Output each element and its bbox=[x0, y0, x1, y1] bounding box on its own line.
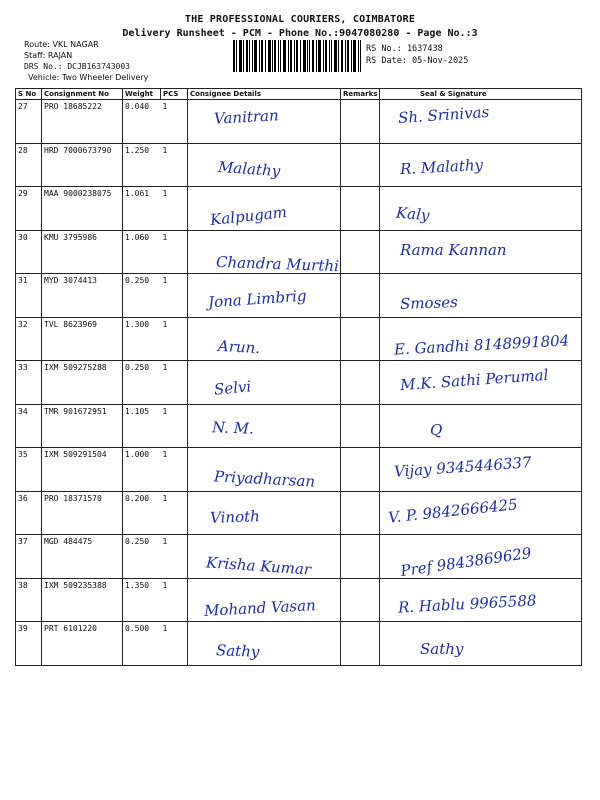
consignee-handwritten-signature: Vinoth bbox=[209, 506, 261, 527]
consignee-handwritten-signature: Vanitran bbox=[213, 106, 280, 128]
pcs-cell: 1 bbox=[161, 404, 188, 448]
pcs-cell: 1 bbox=[161, 143, 188, 187]
pcs-cell: 1 bbox=[161, 230, 188, 274]
consignee-handwritten-signature: Arun. bbox=[217, 336, 261, 357]
consignment-no-cell: IXM 509291504 bbox=[42, 448, 123, 492]
pcs-cell: 1 bbox=[161, 317, 188, 361]
table-row bbox=[16, 187, 582, 231]
remarks-cell bbox=[341, 230, 380, 274]
sno-cell: 27 bbox=[16, 100, 42, 144]
consignment-no-cell: MAA 9000238075 bbox=[42, 187, 123, 231]
consignee-cell bbox=[188, 187, 341, 231]
consignment-no-cell: MGD 484475 bbox=[42, 535, 123, 579]
rs-number: RS No.: 1637438 bbox=[366, 44, 443, 54]
weight-cell: 1.250 bbox=[123, 143, 161, 187]
table-body bbox=[16, 100, 582, 666]
remarks-cell bbox=[341, 535, 380, 579]
weight-cell: 0.040 bbox=[123, 100, 161, 144]
consignee-handwritten-signature: Priyadharsan bbox=[213, 467, 316, 491]
consignee-cell bbox=[188, 404, 341, 448]
weight-cell: 0.200 bbox=[123, 491, 161, 535]
sno-cell: 35 bbox=[16, 448, 42, 492]
consignee-cell bbox=[188, 100, 341, 144]
receiver-handwritten-signature: Kaly bbox=[395, 203, 431, 225]
consignment-no-cell: PRO 18685222 bbox=[42, 100, 123, 144]
staff-label: Staff: RAJAN bbox=[24, 51, 73, 60]
seal-signature-cell bbox=[380, 187, 582, 231]
table-row bbox=[16, 230, 582, 274]
seal-signature-cell bbox=[380, 578, 582, 622]
seal-signature-cell bbox=[380, 491, 582, 535]
receiver-handwritten-signature: V. P. 9842666425 bbox=[387, 494, 519, 527]
table-header-row bbox=[16, 89, 582, 100]
remarks-cell bbox=[341, 404, 380, 448]
seal-signature-cell bbox=[380, 361, 582, 405]
remarks-cell bbox=[341, 187, 380, 231]
weight-cell: 1.060 bbox=[123, 230, 161, 274]
consignment-no-cell: IXM 509275288 bbox=[42, 361, 123, 405]
seal-signature-cell bbox=[380, 230, 582, 274]
weight-cell: 1.105 bbox=[123, 404, 161, 448]
consignee-cell bbox=[188, 230, 341, 274]
pcs-cell: 1 bbox=[161, 187, 188, 231]
col-header-pcs: PCS bbox=[161, 89, 188, 100]
weight-cell: 0.250 bbox=[123, 361, 161, 405]
table-row bbox=[16, 361, 582, 405]
remarks-cell bbox=[341, 100, 380, 144]
consignee-handwritten-signature: Krisha Kumar bbox=[205, 553, 312, 579]
sno-cell: 38 bbox=[16, 578, 42, 622]
table-row bbox=[16, 274, 582, 318]
col-header-consignee: Consignee Details bbox=[188, 89, 341, 100]
seal-signature-cell bbox=[380, 143, 582, 187]
consignee-cell bbox=[188, 274, 341, 318]
consignee-handwritten-signature: Malathy bbox=[217, 157, 281, 180]
sno-cell: 28 bbox=[16, 143, 42, 187]
receiver-handwritten-signature: Vijay 9345446337 bbox=[393, 453, 533, 481]
receiver-handwritten-signature: R. Malathy bbox=[399, 155, 484, 178]
seal-signature-cell bbox=[380, 448, 582, 492]
consignee-cell bbox=[188, 361, 341, 405]
table-row bbox=[16, 404, 582, 448]
receiver-handwritten-signature: Smoses bbox=[399, 292, 459, 314]
consignee-cell bbox=[188, 317, 341, 361]
sno-cell: 31 bbox=[16, 274, 42, 318]
seal-signature-cell bbox=[380, 317, 582, 361]
drs-number: DRS No.: DCJB163743003 bbox=[24, 62, 130, 71]
remarks-cell bbox=[341, 491, 380, 535]
weight-cell: 1.000 bbox=[123, 448, 161, 492]
remarks-cell bbox=[341, 622, 380, 666]
receiver-handwritten-signature: Q bbox=[430, 420, 443, 439]
receiver-handwritten-signature: M.K. Sathi Perumal bbox=[399, 365, 549, 395]
receiver-handwritten-signature: Sathy bbox=[420, 640, 464, 658]
remarks-cell bbox=[341, 361, 380, 405]
consignment-no-cell: IXM 509235388 bbox=[42, 578, 123, 622]
receiver-handwritten-signature: Sh. Srinivas bbox=[397, 102, 490, 128]
company-title: THE PROFESSIONAL COURIERS, COIMBATORE bbox=[184, 14, 416, 25]
col-header-seal: Seal & Signature bbox=[380, 89, 582, 100]
weight-cell: 0.500 bbox=[123, 622, 161, 666]
table-row bbox=[16, 317, 582, 361]
table-row bbox=[16, 578, 582, 622]
table-row bbox=[16, 491, 582, 535]
consignee-handwritten-signature: Selvi bbox=[213, 377, 252, 399]
consignee-cell bbox=[188, 622, 341, 666]
consignee-cell bbox=[188, 491, 341, 535]
sno-cell: 34 bbox=[16, 404, 42, 448]
pcs-cell: 1 bbox=[161, 100, 188, 144]
consignment-no-cell: HRD 7000673790 bbox=[42, 143, 123, 187]
table-row bbox=[16, 100, 582, 144]
table-row bbox=[16, 535, 582, 579]
runsheet-subtitle: Delivery Runsheet - PCM - Phone No.:9047080280 - Page No.:3 bbox=[122, 28, 478, 39]
remarks-cell bbox=[341, 317, 380, 361]
weight-cell: 1.300 bbox=[123, 317, 161, 361]
consignment-no-cell: MYD 3074413 bbox=[42, 274, 123, 318]
remarks-cell bbox=[341, 274, 380, 318]
table-row bbox=[16, 143, 582, 187]
consignee-handwritten-signature: Chandra Murthi bbox=[215, 252, 340, 275]
consignee-cell bbox=[188, 448, 341, 492]
seal-signature-cell bbox=[380, 274, 582, 318]
table-row bbox=[16, 622, 582, 666]
sno-cell: 33 bbox=[16, 361, 42, 405]
receiver-handwritten-signature: E. Gandhi 8148991804 bbox=[393, 330, 570, 359]
sno-cell: 37 bbox=[16, 535, 42, 579]
consignee-handwritten-signature: Kalpugam bbox=[209, 203, 288, 229]
vehicle-label: Vehicle: Two Wheeler Delivery bbox=[28, 73, 149, 82]
consignment-no-cell: TMR 901672951 bbox=[42, 404, 123, 448]
barcode-image bbox=[233, 40, 361, 72]
consignee-handwritten-signature: Sathy bbox=[215, 641, 260, 661]
sno-cell: 32 bbox=[16, 317, 42, 361]
consignee-handwritten-signature: Mohand Vasan bbox=[203, 595, 317, 620]
remarks-cell bbox=[341, 448, 380, 492]
rs-date: RS Date: 05-Nov-2025 bbox=[366, 56, 469, 66]
remarks-cell bbox=[341, 143, 380, 187]
consignment-no-cell: PRT 6101220 bbox=[42, 622, 123, 666]
pcs-cell: 1 bbox=[161, 578, 188, 622]
weight-cell: 0.250 bbox=[123, 274, 161, 318]
seal-signature-cell bbox=[380, 535, 582, 579]
consignee-cell bbox=[188, 578, 341, 622]
remarks-cell bbox=[341, 578, 380, 622]
receiver-handwritten-signature: Rama Kannan bbox=[400, 240, 507, 259]
runsheet-table bbox=[15, 88, 582, 666]
consignment-no-cell: PRO 18371570 bbox=[42, 491, 123, 535]
sno-cell: 29 bbox=[16, 187, 42, 231]
pcs-cell: 1 bbox=[161, 448, 188, 492]
receiver-handwritten-signature: R. Hablu 9965588 bbox=[397, 590, 537, 617]
col-header-consignment: Consignment No bbox=[42, 89, 123, 100]
weight-cell: 1.350 bbox=[123, 578, 161, 622]
weight-cell: 1.061 bbox=[123, 187, 161, 231]
consignee-handwritten-signature: Jona Limbrig bbox=[207, 286, 308, 312]
pcs-cell: 1 bbox=[161, 361, 188, 405]
consignee-cell bbox=[188, 535, 341, 579]
pcs-cell: 1 bbox=[161, 274, 188, 318]
consignment-no-cell: KMU 3795986 bbox=[42, 230, 123, 274]
sno-cell: 30 bbox=[16, 230, 42, 274]
sno-cell: 39 bbox=[16, 622, 42, 666]
consignee-cell bbox=[188, 143, 341, 187]
weight-cell: 0.250 bbox=[123, 535, 161, 579]
pcs-cell: 1 bbox=[161, 491, 188, 535]
seal-signature-cell bbox=[380, 622, 582, 666]
route-label: Route: VKL NAGAR bbox=[24, 40, 99, 49]
col-header-remarks: Remarks bbox=[341, 89, 380, 100]
consignment-no-cell: TVL 8623969 bbox=[42, 317, 123, 361]
receiver-handwritten-signature: Pref 9843869629 bbox=[399, 543, 533, 581]
sno-cell: 36 bbox=[16, 491, 42, 535]
seal-signature-cell bbox=[380, 404, 582, 448]
col-header-weight: Weight bbox=[123, 89, 161, 100]
seal-signature-cell bbox=[380, 100, 582, 144]
col-header-sno: S No bbox=[16, 89, 42, 100]
pcs-cell: 1 bbox=[161, 535, 188, 579]
pcs-cell: 1 bbox=[161, 622, 188, 666]
consignee-handwritten-signature: N. M. bbox=[211, 417, 255, 438]
table-row bbox=[16, 448, 582, 492]
